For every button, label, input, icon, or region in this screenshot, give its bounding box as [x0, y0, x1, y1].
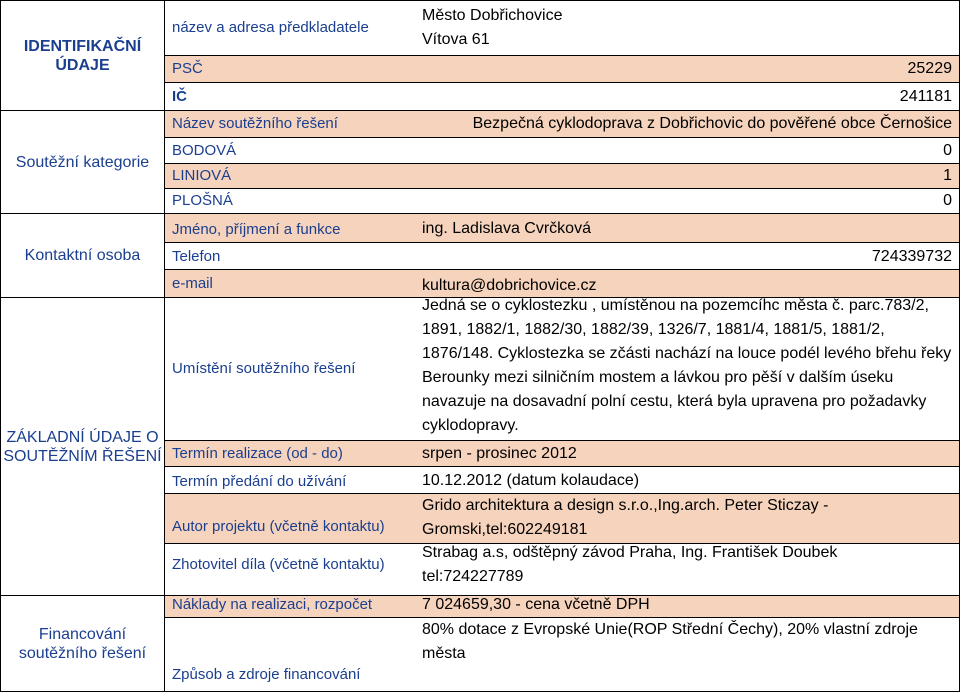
handover-label: Termín předání do užívání [172, 473, 347, 490]
liniova-label: LINIOVÁ [172, 167, 232, 184]
email-label: e-mail [172, 275, 213, 292]
ic-label: IČ [172, 88, 187, 105]
row-bodova [165, 138, 959, 164]
funding-label: Způsob a zdroje financování [172, 666, 361, 683]
section-basic: ZÁKLADNÍ ÚDAJE O SOUTĚŽNÍM ŘEŠENÍ [1, 298, 164, 596]
submitter-value-line2: Vítova 61 [422, 31, 490, 48]
location-value: Jedná se o cyklostezku , umístěnou na pozemcíhc města č. parc.783/2, 1891, 1882/1, 1882/30, 1882/39, 1326/7, 1881/4, 1881/5, 1881/2, 1876/148. Cyklostezka se zčásti nachází na louce podél levého břehu řeky Berounky mezi silničním mostem a lávkou pro pěší v dalším úseku navazuje na dosavadní polní cestu, která byla upravena pro požadavky cyklodopravy. [422, 297, 952, 434]
row-solution-name [165, 111, 959, 138]
row-name-function [165, 214, 959, 243]
submitter-label: název a adresa předkladatele [172, 19, 369, 36]
solution-name-label: Název soutěžního řešení [172, 115, 338, 132]
solution-name-value: Bezpečná cyklodoprava z Dobřichovic do pověřené obce Černošice [472, 115, 952, 132]
row-location [165, 298, 959, 441]
row-psc [165, 56, 959, 83]
section-financing: Financování soutěžního řešení [18, 625, 147, 662]
contractor-value: Strabag a.s, odštěpný závod Praha, Ing. František Doubek tel:724227789 [422, 544, 838, 585]
row-costs [165, 596, 959, 618]
row-author [165, 494, 959, 544]
plosna-value: 0 [943, 192, 952, 209]
phone-label: Telefon [172, 248, 221, 265]
row-liniova [165, 164, 959, 189]
submitter-value-line1: Město Dobřichovice [422, 7, 563, 24]
section-contact: Kontaktní osoba [1, 214, 164, 298]
costs-label: Náklady na realizaci, rozpočet [172, 596, 373, 613]
row-phone [165, 243, 959, 270]
phone-value: 724339732 [871, 248, 952, 265]
location-label: Umístění soutěžního řešení [172, 360, 356, 377]
bodova-label: BODOVÁ [172, 142, 237, 159]
costs-value: 7 024659,30 - cena včetně DPH [422, 596, 650, 613]
author-label: Autor projektu (včetně kontaktu) [172, 518, 385, 535]
funding-value: 80% dotace z Evropské Unie(ROP Střední Čechy), 20% vlastní zdroje města [422, 621, 918, 662]
realization-value: srpen - prosinec 2012 [422, 445, 577, 462]
psc-value: 25229 [907, 60, 952, 77]
plosna-label: PLOŠNÁ [172, 192, 233, 209]
submitter-value [422, 4, 563, 52]
bodova-value: 0 [943, 142, 952, 159]
handover-value: 10.12.2012 (datum kolaudace) [422, 472, 640, 489]
row-plosna [165, 189, 959, 214]
ic-value: 241181 [899, 88, 952, 105]
name-function-value: ing. Ladislava Cvrčková [422, 220, 591, 237]
row-handover [165, 467, 959, 494]
row-funding [165, 618, 959, 691]
section-category: Soutěžní kategorie [1, 111, 164, 214]
contractor-label: Zhotovitel díla (včetně kontaktu) [172, 556, 385, 573]
row-contractor [165, 544, 959, 596]
row-submitter [165, 1, 959, 56]
row-realization [165, 441, 959, 467]
section-identification: IDENTIFIKAČNÍ ÚDAJE [1, 1, 164, 111]
realization-label: Termín realizace (od - do) [172, 445, 343, 462]
row-ic [165, 83, 959, 111]
author-value: Grido architektura a design s.r.o.,Ing.arch. Peter Sticzay - Gromski,tel:602249181 [422, 497, 829, 538]
section-column [1, 1, 164, 691]
email-value: kultura@dobrichovice.cz [422, 277, 597, 294]
name-function-label: Jméno, příjmení a funkce [172, 221, 341, 238]
psc-label: PSČ [172, 60, 203, 77]
liniova-value: 1 [943, 167, 952, 184]
